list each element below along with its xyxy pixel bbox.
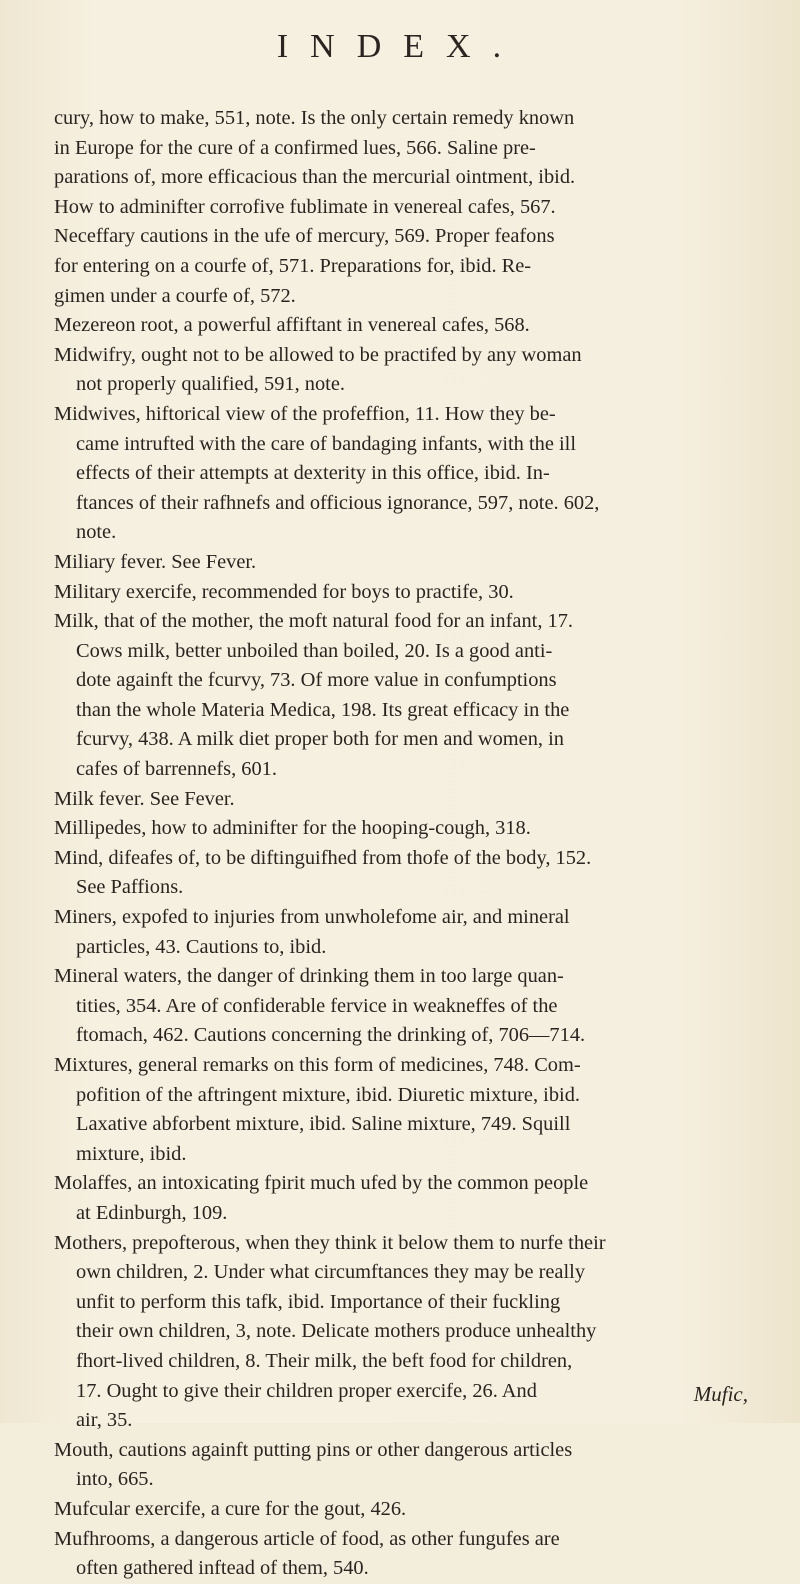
index-line: gimen under a courfe of, 572.	[54, 284, 296, 307]
index-line: not properly qualified, 591, note.	[76, 373, 345, 396]
index-line: their own children, 3, note. Delicate mothers produce unhealthy	[76, 1320, 597, 1343]
index-line: Miners, expofed to injuries from unwholefome air, and mineral	[54, 906, 570, 929]
index-line: See Paffions.	[76, 876, 184, 899]
index-line: Neceffary cautions in the ufe of mercury, 569. Proper feafons	[54, 225, 555, 248]
index-line: Midwifry, ought not to be allowed to be practifed by any woman	[54, 343, 582, 366]
index-line: Mineral waters, the danger of drinking them in too large quan-	[54, 965, 564, 988]
index-line: Miliary fever. See Fever.	[54, 550, 257, 573]
index-line: Mothers, prepofterous, when they think it below them to nurfe their	[54, 1231, 606, 1254]
index-line: fcurvy, 438. A milk diet proper both for men and women, in	[76, 728, 564, 751]
index-line: than the whole Materia Medica, 198. Its great efficacy in the	[76, 698, 570, 721]
index-line: Molaffes, an intoxicating fpirit much ufed by the common people	[54, 1172, 589, 1195]
index-line: Mind, difeafes of, to be diftinguifhed from thofe of the body, 152.	[54, 846, 592, 869]
index-line: note.	[76, 521, 117, 544]
index-line: into, 665.	[76, 1468, 154, 1491]
index-line: parations of, more efficacious than the mercurial ointment, ibid.	[54, 166, 576, 189]
index-line: Military exercife, recommended for boys to practife, 30.	[54, 580, 514, 603]
index-line: effects of their attempts at dexterity in this office, ibid. In-	[76, 462, 550, 485]
index-line: air, 35.	[76, 1409, 133, 1432]
index-line: own children, 2. Under what circumftances they may be really	[76, 1261, 586, 1284]
index-line: Laxative abforbent mixture, ibid. Saline mixture, 749. Squill	[76, 1113, 571, 1136]
index-line: ftomach, 462. Cautions concerning the drinking of, 706—714.	[76, 1024, 586, 1047]
index-line: for entering on a courfe of, 571. Preparations for, ibid. Re-	[54, 254, 532, 277]
index-line: Mixtures, general remarks on this form of medicines, 748. Com-	[54, 1054, 581, 1076]
index-line: dote againft the fcurvy, 73. Of more value in confumptions	[76, 669, 557, 692]
index-line: cury, how to make, 551, note. Is the only certain remedy known	[54, 107, 575, 129]
index-line: often gathered inftead of them, 540.	[76, 1557, 369, 1580]
index-line: mixture, ibid.	[76, 1142, 187, 1165]
index-line: unfit to perform this tafk, ibid. Importance of their fuckling	[76, 1290, 561, 1313]
index-line: Milk, that of the mother, the moft natural food for an infant, 17.	[54, 610, 574, 633]
index-line: Mezereon root, a powerful affiftant in venereal cafes, 568.	[54, 314, 530, 337]
index-body	[54, 104, 774, 1584]
index-line: at Edinburgh, 109.	[76, 1201, 228, 1224]
page-header: INDEX.	[276, 28, 524, 65]
index-line: How to adminifter corrofive fublimate in venereal cafes, 567.	[54, 195, 556, 218]
catchword: Mufic,	[693, 1382, 748, 1406]
index-line: came intrufted with the care of bandaging infants, with the ill	[76, 432, 576, 455]
index-line: in Europe for the cure of a confirmed lues, 566. Saline pre-	[54, 136, 536, 159]
index-line: Mouth, cautions againft putting pins or other dangerous articles	[54, 1438, 573, 1461]
index-line: Mufcular exercife, a cure for the gout, 426.	[54, 1497, 407, 1520]
index-line: Midwives, hiftorical view of the profeffion, 11. How they be-	[54, 402, 556, 425]
index-line: cafes of barrennefs, 601.	[76, 758, 277, 781]
index-line: 17. Ought to give their children proper exercife, 26. And	[76, 1379, 537, 1402]
index-line: Mufhrooms, a dangerous article of food, as other fungufes are	[54, 1527, 560, 1550]
index-line: pofition of the aftringent mixture, ibid. Diuretic mixture, ibid.	[76, 1083, 580, 1106]
index-line: Millipedes, how to adminifter for the hooping-cough, 318.	[54, 817, 531, 840]
index-line: tities, 354. Are of confiderable fervice in weakneffes of the	[76, 994, 558, 1017]
index-line: fhort-lived children, 8. Their milk, the beft food for children,	[76, 1349, 573, 1372]
index-line: Cows milk, better unboiled than boiled, 20. Is a good anti-	[76, 639, 553, 662]
index-line: ftances of their rafhnefs and officious ignorance, 597, note. 602,	[76, 491, 600, 514]
index-line: Milk fever. See Fever.	[54, 787, 235, 810]
index-line: particles, 43. Cautions to, ibid.	[76, 935, 327, 958]
